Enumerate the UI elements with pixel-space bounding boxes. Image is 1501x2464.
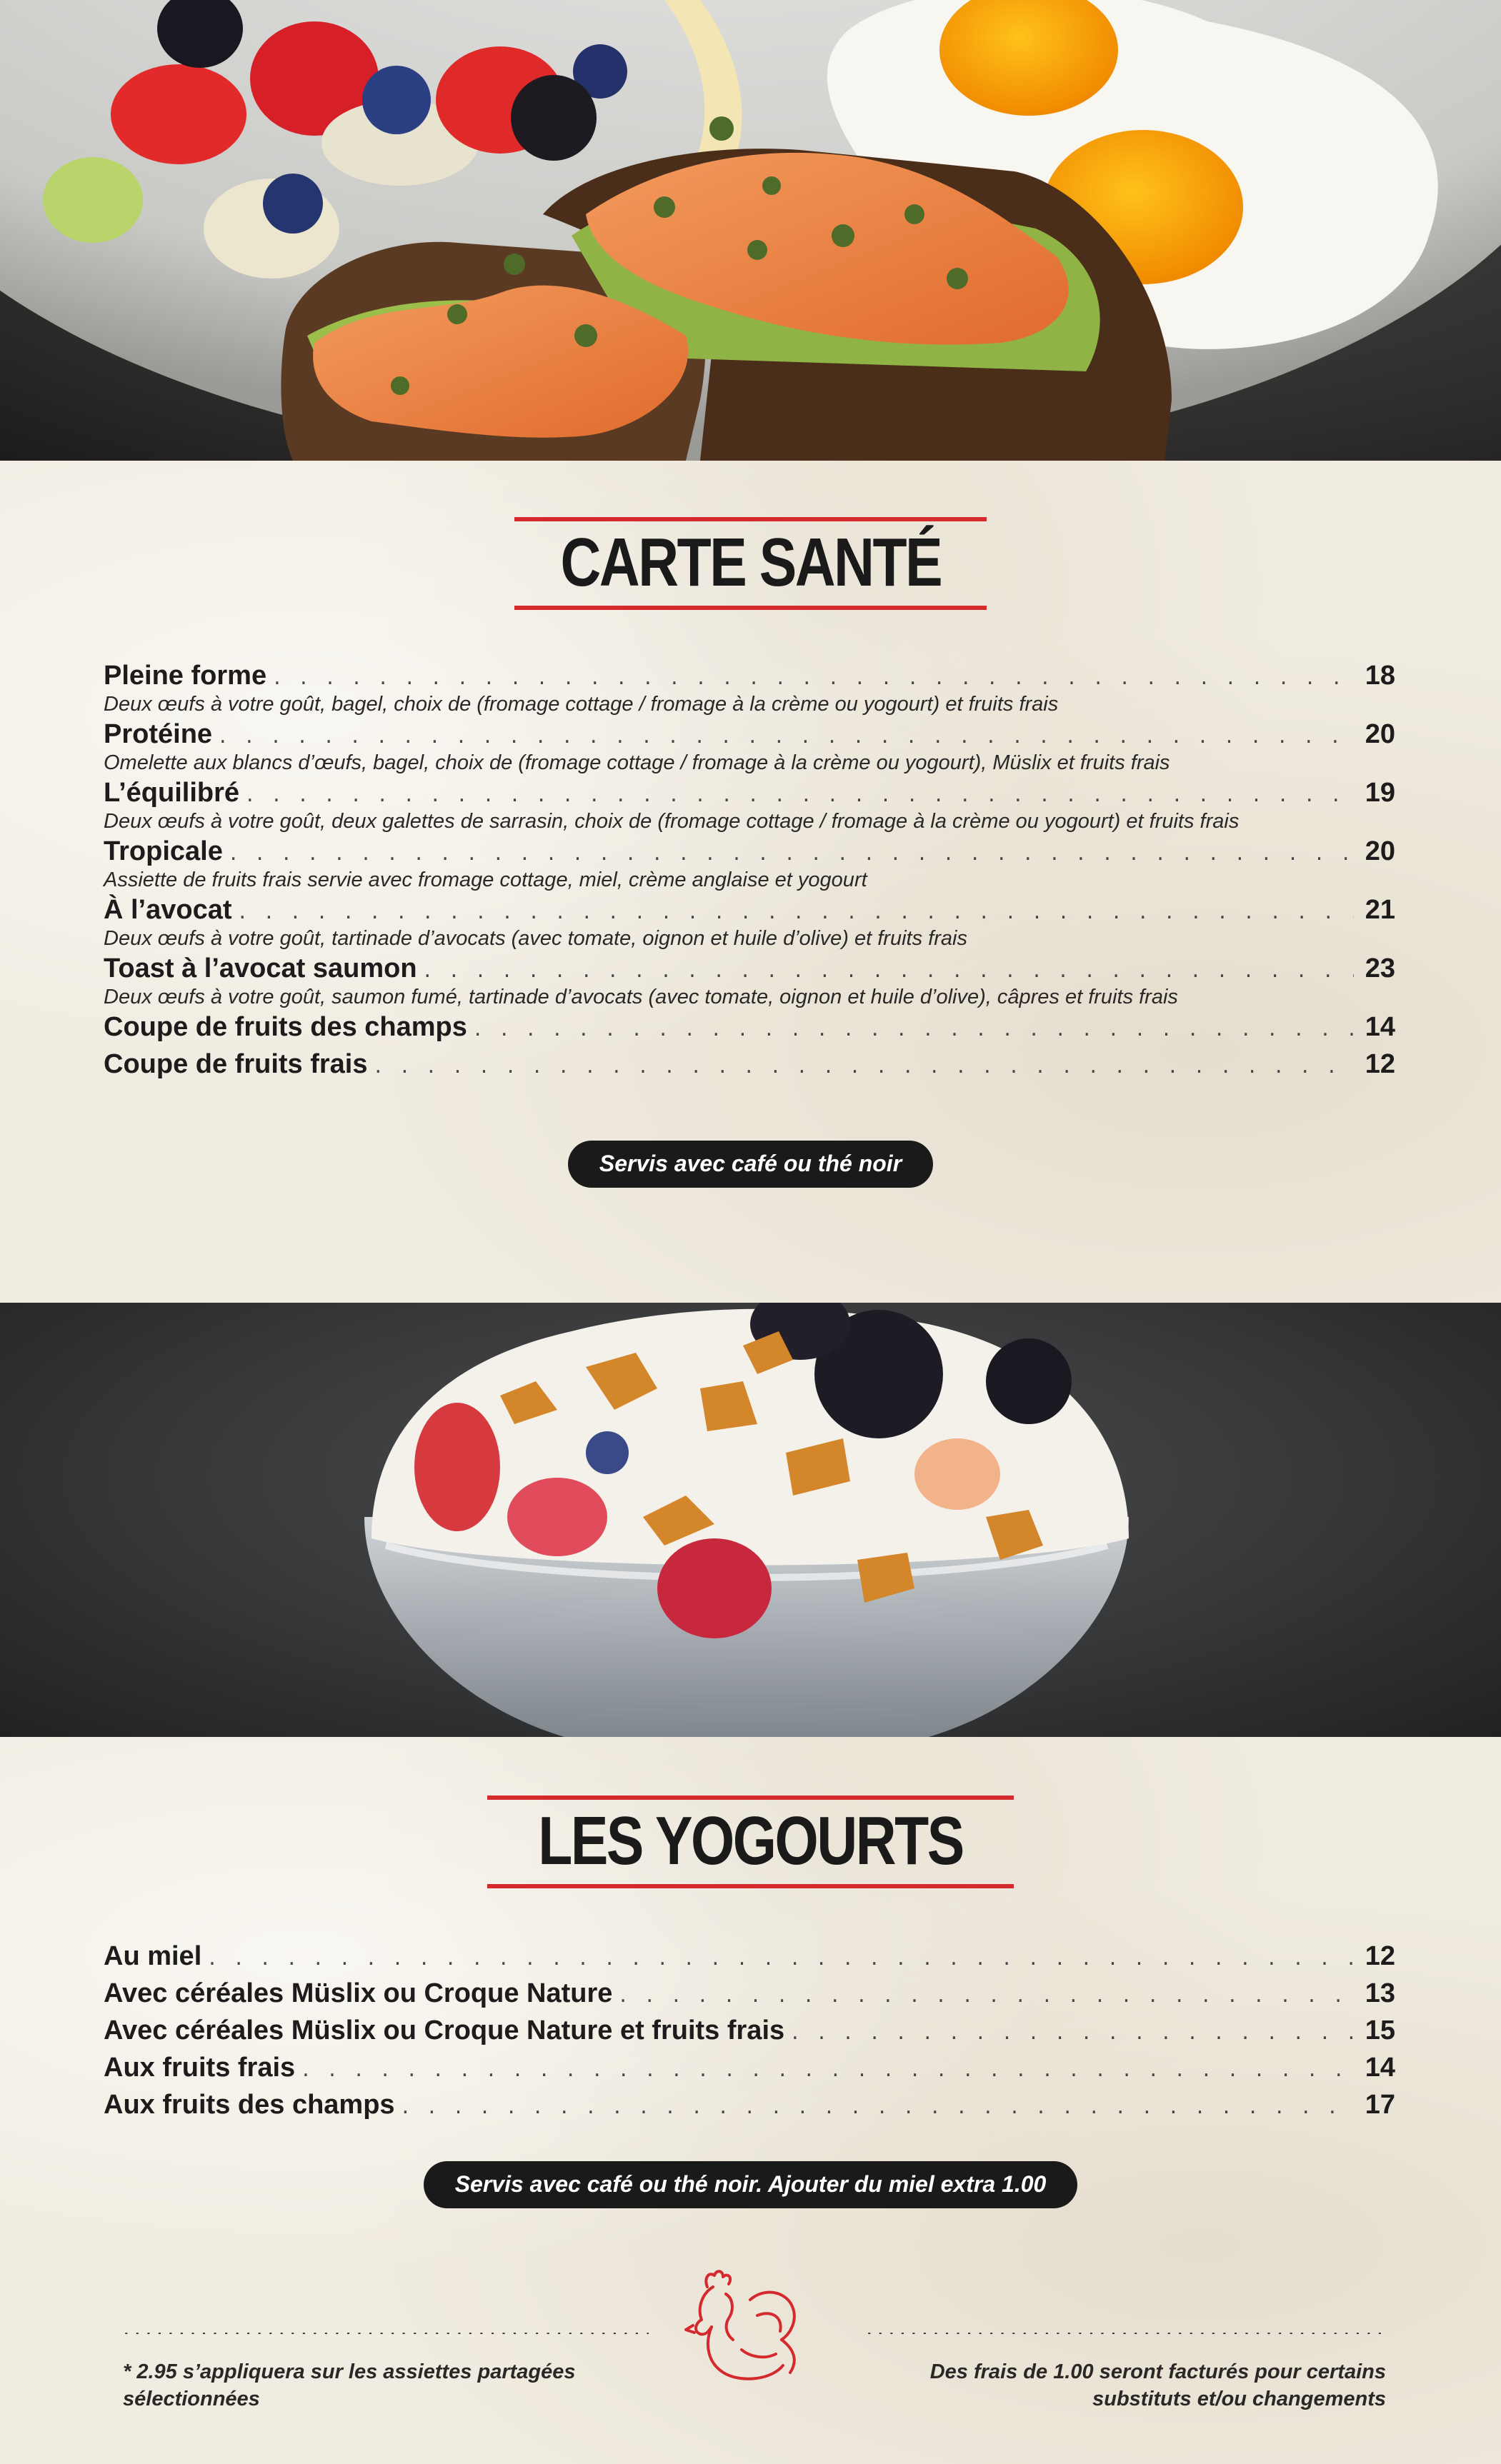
item-price: 20 (1365, 719, 1395, 749)
item-price: 13 (1365, 1978, 1395, 2008)
dot-leader (402, 2096, 1354, 2118)
item-name: Avec céréales Müslix ou Croque Nature (104, 1978, 613, 2008)
item-name: Coupe de fruits frais (104, 1049, 368, 1079)
dot-leader (209, 1948, 1354, 1969)
carte-sante-note-wrap (0, 1141, 1501, 1188)
item-price: 14 (1365, 1012, 1395, 1042)
dot-leader (219, 726, 1354, 747)
item-name: Coupe de fruits des champs (104, 1012, 467, 1042)
carte-sante-title-wrap (0, 517, 1501, 610)
item-price: 20 (1365, 836, 1395, 866)
dot-leader (792, 2022, 1354, 2043)
dot-leader (474, 1018, 1354, 1040)
dot-leader (619, 1985, 1354, 2006)
menu-item (104, 1978, 1395, 2015)
item-name: Avec céréales Müslix ou Croque Nature et fruits frais (104, 2015, 785, 2045)
breakfast-plate-illustration (0, 0, 1501, 461)
item-price: 17 (1365, 2090, 1395, 2120)
menu-item (104, 953, 1395, 1012)
substitution-fees-note: Des frais de 1.00 seront facturés pour certains substituts et/ou changements (929, 2360, 1386, 2410)
item-name: Pleine forme (104, 661, 267, 691)
menu-item (104, 719, 1395, 778)
menu-item (104, 2015, 1395, 2053)
menu-item (104, 1012, 1395, 1049)
item-name: Toast à l’avocat saumon (104, 953, 417, 983)
item-description: Deux œufs à votre goût, saumon fumé, tartinade d’avocats (avec tomate, oignon et huile d’olive), câpres et fruits frais (104, 986, 1178, 1008)
item-price: 19 (1365, 778, 1395, 808)
item-description: Deux œufs à votre goût, tartinade d’avocats (avec tomate, oignon et huile d’olive) et fruits frais (104, 927, 967, 950)
served-with-honey-note: Servis avec café ou thé noir. Ajouter du miel extra 1.00 (424, 2161, 1078, 2208)
carte-sante-title-box (514, 517, 987, 610)
item-name: Protéine (104, 719, 213, 749)
les-yogourts-menu (104, 1941, 1395, 2127)
section-title-les-yogourts: LES YOGOURTS (538, 1803, 963, 1879)
item-name: À l’avocat (104, 895, 232, 925)
item-name: L’équilibré (104, 778, 240, 808)
les-yogourts-title-box (487, 1796, 1014, 1888)
item-name: Au miel (104, 1941, 202, 1971)
served-with-note: Servis avec café ou thé noir (568, 1141, 933, 1188)
les-yogourts-title-wrap (0, 1796, 1501, 1888)
menu-item (104, 895, 1395, 953)
menu-item (104, 2090, 1395, 2127)
item-price: 23 (1365, 953, 1395, 983)
item-price: 12 (1365, 1941, 1395, 1971)
item-price: 14 (1365, 2053, 1395, 2083)
rooster-logo-icon (664, 2265, 836, 2387)
shared-plates-note: * 2.95 s’appliquera sur les assiettes partagées sélectionnées (123, 2360, 576, 2410)
menu-item (104, 836, 1395, 895)
dot-leader (302, 2059, 1354, 2080)
item-price: 15 (1365, 2015, 1395, 2045)
breakfast-plate-photo (0, 0, 1501, 461)
item-name: Aux fruits frais (104, 2053, 296, 2083)
dot-leader (239, 901, 1354, 923)
les-yogourts-note-wrap (0, 2161, 1501, 2208)
item-description: Assiette de fruits frais servie avec fromage cottage, miel, crème anglaise et yogourt (104, 868, 867, 891)
item-name: Aux fruits des champs (104, 2090, 395, 2120)
dot-leader (246, 784, 1354, 806)
item-price: 12 (1365, 1049, 1395, 1079)
item-price: 18 (1365, 661, 1395, 691)
section-title-carte-sante: CARTE SANTÉ (560, 524, 941, 601)
yogurt-bowl-photo (0, 1303, 1501, 1737)
menu-item (104, 1049, 1395, 1086)
item-price: 21 (1365, 895, 1395, 925)
carte-sante-menu (104, 661, 1395, 1086)
footer-divider-right (866, 2327, 1386, 2334)
menu-item (104, 1941, 1395, 1978)
menu-item (104, 778, 1395, 836)
item-description: Omelette aux blancs d’œufs, bagel, choix de (fromage cottage / fromage à la crème ou yogourt), Müslix et fruits frais (104, 751, 1170, 774)
menu-item (104, 661, 1395, 719)
dot-leader (230, 843, 1354, 864)
menu-item (104, 2053, 1395, 2090)
dot-leader (274, 667, 1354, 688)
dot-leader (375, 1056, 1355, 1077)
item-description: Deux œufs à votre goût, deux galettes de sarrasin, choix de (fromage cottage / fromage à la crème ou yogourt) et fruits frais (104, 810, 1240, 833)
yogurt-bowl-illustration (0, 1303, 1501, 1737)
item-description: Deux œufs à votre goût, bagel, choix de (fromage cottage / fromage à la crème ou yogourt) et fruits frais (104, 693, 1059, 716)
footer-divider-left (123, 2327, 649, 2334)
item-name: Tropicale (104, 836, 223, 866)
dot-leader (424, 960, 1354, 981)
